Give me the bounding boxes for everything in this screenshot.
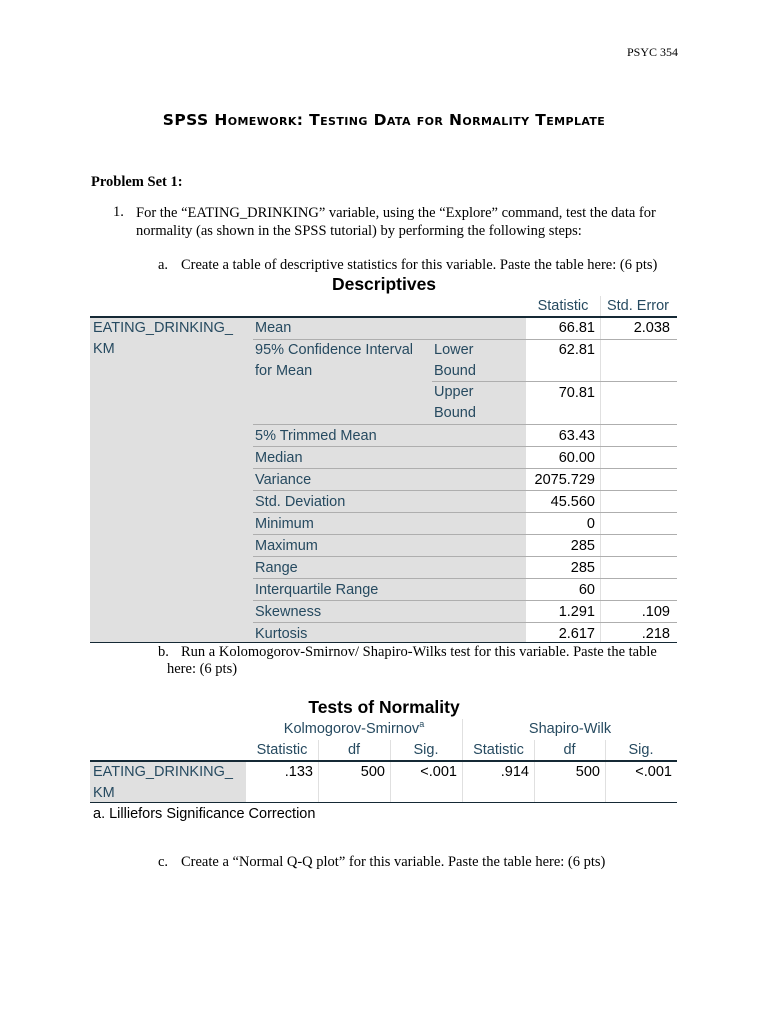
column-divider [600, 318, 601, 643]
statistic-value: 63.43 [558, 428, 595, 444]
table-bottom-rule [90, 802, 677, 803]
col-header-statistic: Statistic [537, 298, 589, 314]
ks-header [246, 719, 462, 740]
sw-sig: <.001 [635, 764, 672, 780]
row-rule [253, 600, 677, 601]
problem-set-label: Problem Set 1: [91, 174, 183, 190]
step-b-line1: Run a Kolomogorov-Smirnov/ Shapiro-Wilks test for this variable. Paste the table [181, 644, 657, 660]
descriptives-title: Descriptives [331, 274, 437, 294]
step-b-letter: b. [158, 644, 169, 660]
row-rule [253, 490, 677, 491]
sub-header: df [347, 742, 361, 758]
std-error-value: .109 [641, 604, 670, 620]
ks-footnote-marker: a [419, 719, 425, 730]
variable-name-line1: EATING_DRINKING_ [93, 320, 233, 336]
sub-header: Statistic [473, 742, 524, 758]
sub-header: df [563, 742, 576, 758]
row-rule [253, 578, 677, 579]
step-b-text [167, 644, 681, 678]
statistic-value: 1.291 [558, 604, 595, 620]
table-footnote: a. Lilliefors Significance Correction [93, 806, 316, 822]
ci-label-line2: for Mean [255, 363, 313, 379]
row-label: Std. Deviation [255, 494, 346, 510]
sw-statistic: .914 [500, 764, 529, 780]
ks-df: 500 [360, 764, 385, 780]
step-a-text: Create a table of descriptive statistics for this variable. Paste the table here: (6 pts) [181, 257, 658, 273]
row-label: Mean [255, 320, 292, 336]
ci-label-line1: 95% Confidence Interval [255, 342, 413, 358]
item-text: For the “EATING_DRINKING” variable, using the “Explore” command, test the data for normality (as shown in the SPSS tutorial) by performing the following steps: [136, 205, 656, 239]
row-rule [253, 446, 677, 447]
ks-statistic: .133 [284, 764, 313, 780]
upper-bound-line2: Bound [434, 405, 476, 421]
row-rule [253, 534, 677, 535]
lower-bound-line2: Bound [434, 363, 476, 379]
statistic-value: 60.00 [558, 450, 595, 466]
sub-header: Statistic [256, 742, 308, 758]
variable-name-line1: EATING_DRINKING_ [93, 764, 233, 780]
statistic-value: 66.81 [558, 320, 595, 336]
statistic-value: 285 [570, 560, 595, 576]
std-error-value: 2.038 [633, 320, 670, 336]
row-label: Range [255, 560, 298, 576]
statistic-value: 2.617 [558, 626, 595, 642]
table-bottom-rule [90, 642, 677, 643]
row-label: Interquartile Range [255, 582, 379, 598]
row-rule [253, 424, 677, 425]
course-code: PSYC 354 [626, 45, 678, 59]
row-label: Kurtosis [255, 626, 308, 642]
row-label: Maximum [255, 538, 318, 554]
step-a-letter: a. [158, 257, 169, 273]
row-rule [253, 512, 677, 513]
col-header-std-error: Std. Error [606, 298, 670, 314]
row-label: Skewness [255, 604, 322, 620]
row-rule [253, 622, 677, 623]
row-label: Median [255, 450, 303, 466]
ks-header-text: Kolmogorov-Smirnov [283, 721, 420, 737]
statistic-value: 70.81 [558, 385, 595, 401]
sw-header: Shapiro-Wilk [528, 721, 612, 737]
upper-bound-line1: Upper [434, 384, 474, 400]
row-rule [253, 339, 677, 340]
item-number: 1. [113, 204, 124, 220]
row-rule [432, 381, 677, 382]
statistic-value: 62.81 [558, 342, 595, 358]
statistic-value: 0 [586, 516, 595, 532]
std-error-value: .218 [641, 626, 670, 642]
statistic-value: 285 [570, 538, 595, 554]
statistic-value: 60 [578, 582, 595, 598]
sub-header: Sig. [628, 742, 654, 758]
step-b-line2: here: (6 pts) [167, 661, 238, 677]
statistic-value: 45.560 [550, 494, 595, 510]
variable-name-line2: KM [93, 341, 115, 357]
step-c-text: Create a “Normal Q-Q plot” for this variable. Paste the table here: (6 pts) [181, 854, 606, 870]
normality-title: Tests of Normality [308, 697, 460, 717]
row-label: Variance [255, 472, 312, 488]
row-rule [253, 556, 677, 557]
step-c-letter: c. [158, 854, 169, 870]
sw-df: 500 [575, 764, 600, 780]
ks-sig: <.001 [420, 764, 457, 780]
document-title: SPSS Homework: Testing Data for Normality Template [162, 111, 606, 129]
variable-name-line2: KM [93, 785, 115, 801]
row-label: 5% Trimmed Mean [255, 428, 377, 444]
row-rule [253, 468, 677, 469]
lower-bound-line1: Lower [434, 342, 474, 358]
statistic-value: 2075.729 [534, 472, 595, 488]
sub-header: Sig. [413, 742, 439, 758]
row-label: Minimum [255, 516, 314, 532]
